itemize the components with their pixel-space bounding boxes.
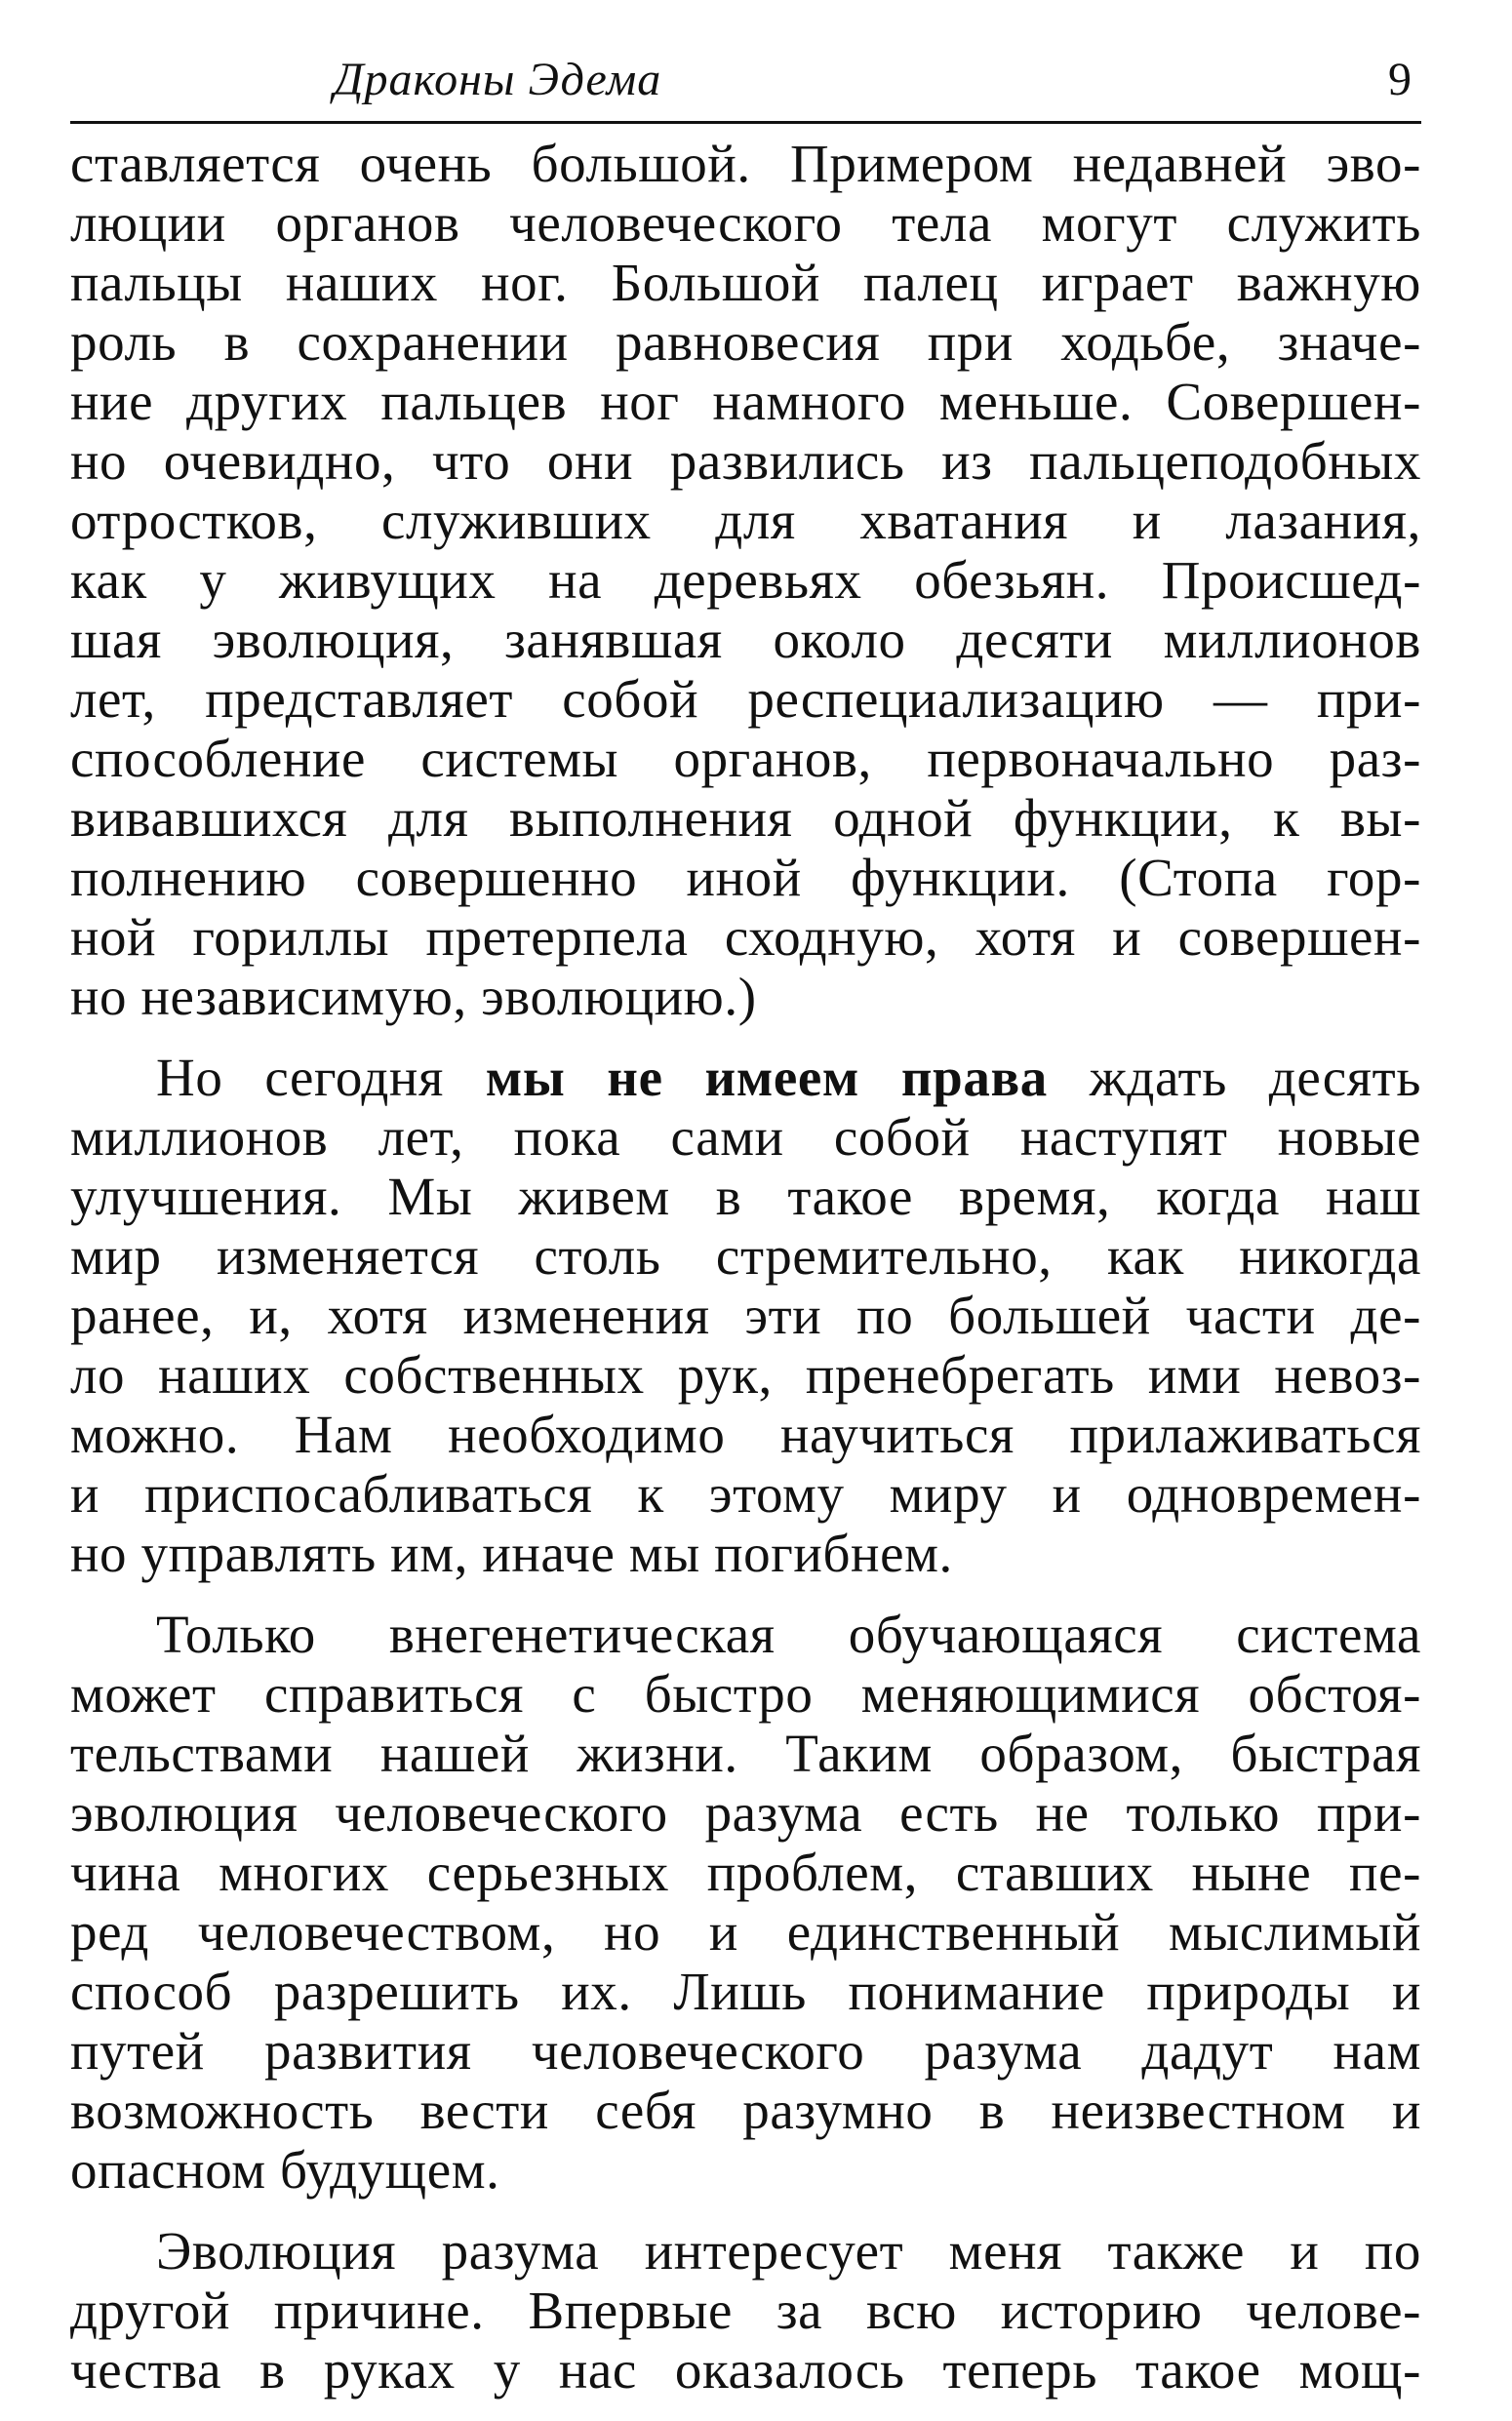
text-line: можно. Нам необходимо научиться прилаживаться: [70, 1405, 1421, 1464]
text-line: чина многих серьезных проблем, ставших ныне пе-: [70, 1843, 1421, 1902]
text-line: полнению совершенно иной функции. (Стопа гор-: [70, 848, 1421, 907]
paragraph: [70, 1048, 1421, 1583]
text-line: улучшения. Мы живем в такое время, когда наш: [70, 1167, 1421, 1226]
page-number: 9: [1388, 54, 1412, 105]
emphasis-bold: мы не имеем права: [485, 1048, 1048, 1107]
book-page: [70, 49, 1421, 2421]
body-text: [70, 134, 1421, 2400]
text-line: пальцы наших ног. Большой палец играет важную: [70, 253, 1421, 312]
text-line: возможность вести себя разумно в неизвестном и: [70, 2081, 1421, 2140]
paragraph: [70, 1605, 1421, 2200]
text-line: тельствами нашей жизни. Таким образом, быстрая: [70, 1724, 1421, 1783]
text-line: может справиться с быстро меняющимися обстоя-: [70, 1664, 1421, 1724]
text-line: чества в руках у нас оказалось теперь такое мощ-: [70, 2340, 1421, 2400]
text-line: способление системы органов, первоначально раз-: [70, 729, 1421, 788]
text-line: эволюция человеческого разума есть не только при-: [70, 1783, 1421, 1843]
text-line: миллионов лет, пока сами собой наступят новые: [70, 1107, 1421, 1167]
text-line: шая эволюция, занявшая около десяти миллионов: [70, 610, 1421, 669]
text-line: как у живущих на деревьях обезьян. Происшед-: [70, 550, 1421, 610]
text-line: опасном будущем.: [70, 2140, 500, 2200]
text-line: ставляется очень большой. Примером недавней эво-: [70, 134, 1421, 193]
text-line: Эволюция разума интересует меня также и по: [156, 2221, 1421, 2281]
text-line: лет, представляет собой респециализацию — при-: [70, 669, 1421, 729]
text-line: люции органов человеческого тела могут служить: [70, 193, 1421, 253]
text-line: ред человечеством, но и единственный мыслимый: [70, 1902, 1421, 1962]
text-line: ло наших собственных рук, пренебрегать ими невоз-: [70, 1345, 1421, 1405]
text-line: [70, 1048, 1421, 1107]
text-line: ной гориллы претерпела сходную, хотя и совершен-: [70, 907, 1421, 967]
text-line: отростков, служивших для хватания и лазания,: [70, 491, 1421, 550]
running-title: Драконы Эдема: [334, 54, 662, 105]
text-line: но независимую, эволюцию.): [70, 967, 757, 1026]
text-line: роль в сохранении равновесия при ходьбе, значе-: [70, 312, 1421, 372]
text-line: Только внегенетическая обучающаяся система: [156, 1605, 1421, 1664]
text-line: способ разрешить их. Лишь понимание природы и: [70, 1962, 1421, 2021]
text-line: мир изменяется столь стремительно, как никогда: [70, 1226, 1421, 1286]
paragraph: [70, 2221, 1421, 2400]
text-line: но очевидно, что они развились из пальцеподобных: [70, 431, 1421, 491]
text-line: ние других пальцев ног намного меньше. Совершен-: [70, 372, 1421, 431]
page-header: [70, 49, 1421, 124]
paragraph: [70, 134, 1421, 1026]
text-line: путей развития человеческого разума дадут нам: [70, 2021, 1421, 2081]
text-line: другой причине. Впервые за всю историю челове-: [70, 2281, 1421, 2340]
text-segment: Но сегодня: [156, 1048, 486, 1107]
text-line: вивавшихся для выполнения одной функции, к вы-: [70, 788, 1421, 848]
text-line: ранее, и, хотя изменения эти по большей части де-: [70, 1286, 1421, 1345]
text-line: но управлять им, иначе мы погибнем.: [70, 1524, 953, 1583]
text-segment: ждать десять: [1047, 1048, 1421, 1107]
text-line: и приспосабливаться к этому миру и одновремен-: [70, 1464, 1421, 1524]
